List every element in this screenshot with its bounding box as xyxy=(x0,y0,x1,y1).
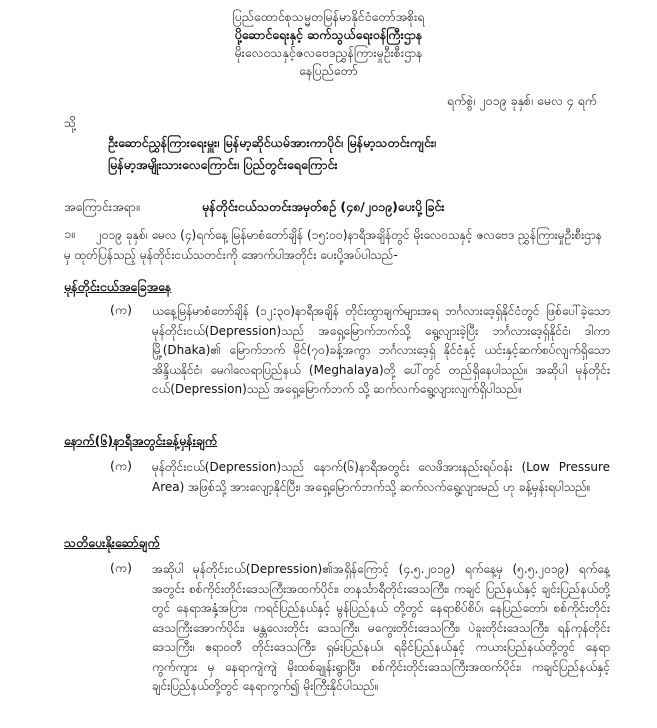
subject-text: မုန်တိုင်းငယ်သတင်းအမှတ်စဉ် (၄၈/၂၀၁၉)ပေးပို့ခြင်း xyxy=(202,199,445,214)
section-heading-forecast: နောက်(၆)နာရီအတွင်းခန့်မှန်းချက် xyxy=(64,433,218,448)
recipients-line-1: ဦးဆောင်ညွှန်ကြားရေးမှူး၊ မြန်မာ့ဆိုင်ယမ်အားကာပိုင်၊ မြန်မာ့သတင်းကျင်း၊ xyxy=(108,135,437,150)
recipients-line-2: မြန်မာ့အမျိုးသားလေကြောင်း၊ ပြည်တွင်းရေကြောင်း xyxy=(108,157,338,172)
header-department: မိုးလေဝသနှင့်ဇလဗေဒညွှန်ကြားမှုဦးစီးဌာန xyxy=(234,45,423,60)
condition-paragraph: ယနေ့မြန်မာစံတော်ချိန် (၁၂:၃၀)နာရီအချိန် တိုင်းထွာချက်များအရ ဘင်္ဂလားဒေ့ရှ်နိုင်ငံတွင် ဖြစ်ပေါ်ခဲ့သော မုန်တိုင်းငယ်(Depression)သည် အရှေ့မြောက်ဘက်သို့ ရွေ့လျားခဲ့ပြီး ဘင်္ဂလားဒေ့ရှ်နိုင်ငံ၊ ဒါကာမြို့(Dhaka)၏ မြောက်ဘက် မိုင်(၇၀)ခန့်အကွာ ဘင်္ဂလားဒေ့ရှ် နိုင်ငံနှင့် ယင်းနှင့်ဆက်စပ်လျက်ရှိသော အိန္ဒိယနိုင်ငံ၊ မေဂါလေရာပြည်နယ် (Meghalaya)တို့ ပေါ်တွင် တည်ရှိနေပါသည်။ အဆိုပါ မုန်တိုင်းငယ်(Depression)သည် အရှေ့မြောက်ဘက် သို့ ဆက်လက်ရွေ့လျားလျက်ရှိပါသည်။ xyxy=(152,304,610,396)
forecast-paragraph: မုန်တိုင်းငယ်(Depression)သည် နောက်(၆)နာရီအတွင်း လေဖိအားနည်းရပ်ဝန်း (Low Pressure Area) အဖြစ်သို့ အားလျော့နိုင်ပြီး၊ အရှေ့မြောက်ဘက်သို့ ဆက်လက်ရွေ့လျားမည် ဟု ခန့်မှန်းရပါသည်။ xyxy=(152,460,610,494)
header-ministry: ပို့ဆောင်ရေးနှင့် ဆက်သွယ်ရေးဝန်ကြီးဌာန xyxy=(234,27,423,42)
item-number: (က) xyxy=(110,560,132,575)
section-heading-condition: မုန်တိုင်းငယ်အခြေအနေ xyxy=(64,279,172,294)
section-heading-warning: သတိပေးနိုးဆော်ချက် xyxy=(64,535,160,550)
item-number: (က) xyxy=(110,458,132,473)
intro-paragraph: ၂၀၁၉ ခုနှစ်၊ မေလ (၄)ရက်နေ့ မြန်မာစံတော်ချိန် (၁၅:၀၀)နာရီအချိန်တွင် မိုးလေဝသနှင့် ဇလဗေဒ ညွှန်ကြားမှုဦးစီးဌာနမှ ထုတ်ပြန်သည့် မုန်တိုင်းငယ်သတင်းကို အောက်ပါအတိုင်း ပေးပို့အပ်ပါသည်- xyxy=(64,228,602,262)
header-government: ပြည်ထောင်စုသမ္မတမြန်မာနိုင်ငံတော်အစိုးရ xyxy=(232,9,425,24)
header-location: နေပြည်တော် xyxy=(299,63,358,78)
to-label: သို့ xyxy=(64,115,77,130)
intro-number: ၁။ xyxy=(64,226,75,241)
document-date: ရက်စွဲ၊ ၂၀၁၉ ခုနှစ်၊ မေလ ၄ ရက် xyxy=(446,93,597,108)
recipients xyxy=(108,132,628,176)
item-number: (က) xyxy=(110,302,132,317)
letterhead xyxy=(0,8,657,80)
subject-label: အကြောင်းအရာ။ xyxy=(64,199,140,214)
warning-paragraph: အဆိုပါ မုန်တိုင်းငယ်(Depression)၏အရှိန်ကြောင့် (၄.၅.၂၀၁၉) ရက်နေ့မှ (၅.၅.၂၀၁၉) ရက်နေ့အတွင်း စစ်ကိုင်းတိုင်းဒေသကြီးအထက်ပိုင်း၊ တနင်္သာရီတိုင်းဒေသကြီး၊ ကချင် ပြည်နယ်နှင့် ချင်းပြည်နယ်တို့တွင် နေရာအနှံ့အပြား၊ ကရင်ပြည်နယ်နှင့် မွန်ပြည်နယ် တို့တွင် နေရာစိပ်စိပ်၊ နေပြည်တော်၊ စစ်ကိုင်းတိုင်းဒေသကြီးအောက်ပိုင်း၊ မန္တလေးတိုင်း ဒေသကြီး၊ မကွေးတိုင်းဒေသကြီး၊ ပဲခူးတိုင်းဒေသကြီး၊ ရန်ကုန်တိုင်းဒေသကြီး၊ ဧရာဝတီ တိုင်းဒေသကြီး၊ ရှမ်းပြည်နယ်၊ ရခိုင်ပြည်နယ်နှင့် ကယားပြည်နယ်တို့တွင် နေရာကွက်ကျား မှ နေရာကျဲကျဲ မိုးထစ်ချုန်းရွာပြီး၊ စစ်ကိုင်းတိုင်းဒေသကြီးအထက်ပိုင်း၊ ကချင်ပြည်နယ်နှင့် ချင်းပြည်နယ်တို့တွင် နေရာကွက်၍ မိုးကြီးနိုင်ပါသည်။ xyxy=(152,562,610,693)
